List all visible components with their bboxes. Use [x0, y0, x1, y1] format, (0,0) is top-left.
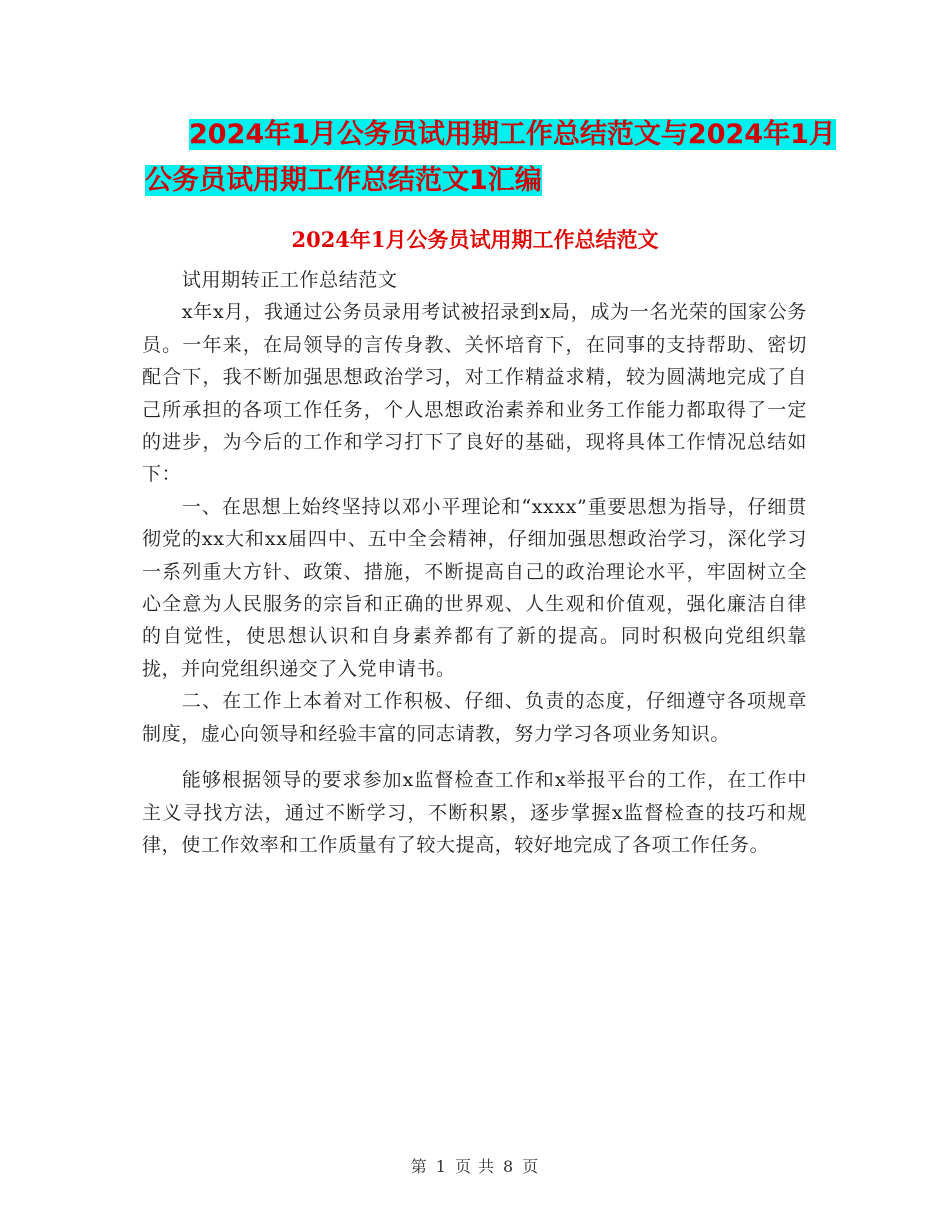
page-middle: 页 共: [454, 1157, 496, 1176]
page-total: 8: [503, 1157, 515, 1176]
paragraph-ideology: 一、在思想上始终坚持以邓小平理论和“xxxx”重要思想为指导，仔细贯彻党的xx大和xx届四中、五中全会精神，仔细加强思想政治学习，深化学习一系列重大方针、政策、措施，不断提高自己的政治理论水平，牢固树立全心全意为人民服务的宗旨和正确的世界观、人生观和价值观，强化廉洁自律的自觉性，使思想认识和自身素养都有了新的提高。同时积极向党组织靠拢，并向党组织递交了入党申请书。: [142, 495, 807, 680]
title-line-2: [145, 158, 845, 204]
title-line-2-text: 公务员试用期工作总结范文1汇编: [145, 165, 542, 196]
paragraph-intro-heading: 试用期转正工作总结范文: [181, 269, 398, 291]
page-suffix: 页: [522, 1157, 540, 1176]
section-heading: 2024年1月公务员试用期工作总结范文: [291, 227, 659, 252]
page-current: 1: [435, 1157, 447, 1176]
document-body: [142, 264, 807, 861]
page-prefix: 第: [410, 1157, 428, 1176]
title-line-1-text: 2024年1月公务员试用期工作总结范文与2024年1月: [189, 119, 836, 150]
document-title: [145, 112, 845, 204]
paragraph-opening: x年x月，我通过公务员录用考试被招录到x局，成为一名光荣的国家公务员。一年来，在局领导的言传身教、关怀培育下，在同事的支持帮助、密切配合下，我不断加强思想政治学习，对工作精益求精，较为圆满地完成了自己所承担的各项工作任务，个人思想政治素养和业务工作能力都取得了一定的进步，为今后的工作和学习打下了良好的基础，现将具体工作情况总结如下：: [142, 301, 807, 486]
paragraph-work-attitude: 二、在工作上本着对工作积极、仔细、负责的态度，仔细遵守各项规章制度，虚心向领导和经验丰富的同志请教，努力学习各项业务知识。: [142, 690, 807, 745]
paragraph-supervision: 能够根据领导的要求参加x监督检查工作和x举报平台的工作，在工作中主义寻找方法，通过不断学习，不断积累，逐步掌握x监督检查的技巧和规律，使工作效率和工作质量有了较大提高，较好地完成了各项工作任务。: [142, 769, 807, 856]
title-line-1: [145, 112, 845, 158]
page-footer: [0, 1154, 950, 1177]
